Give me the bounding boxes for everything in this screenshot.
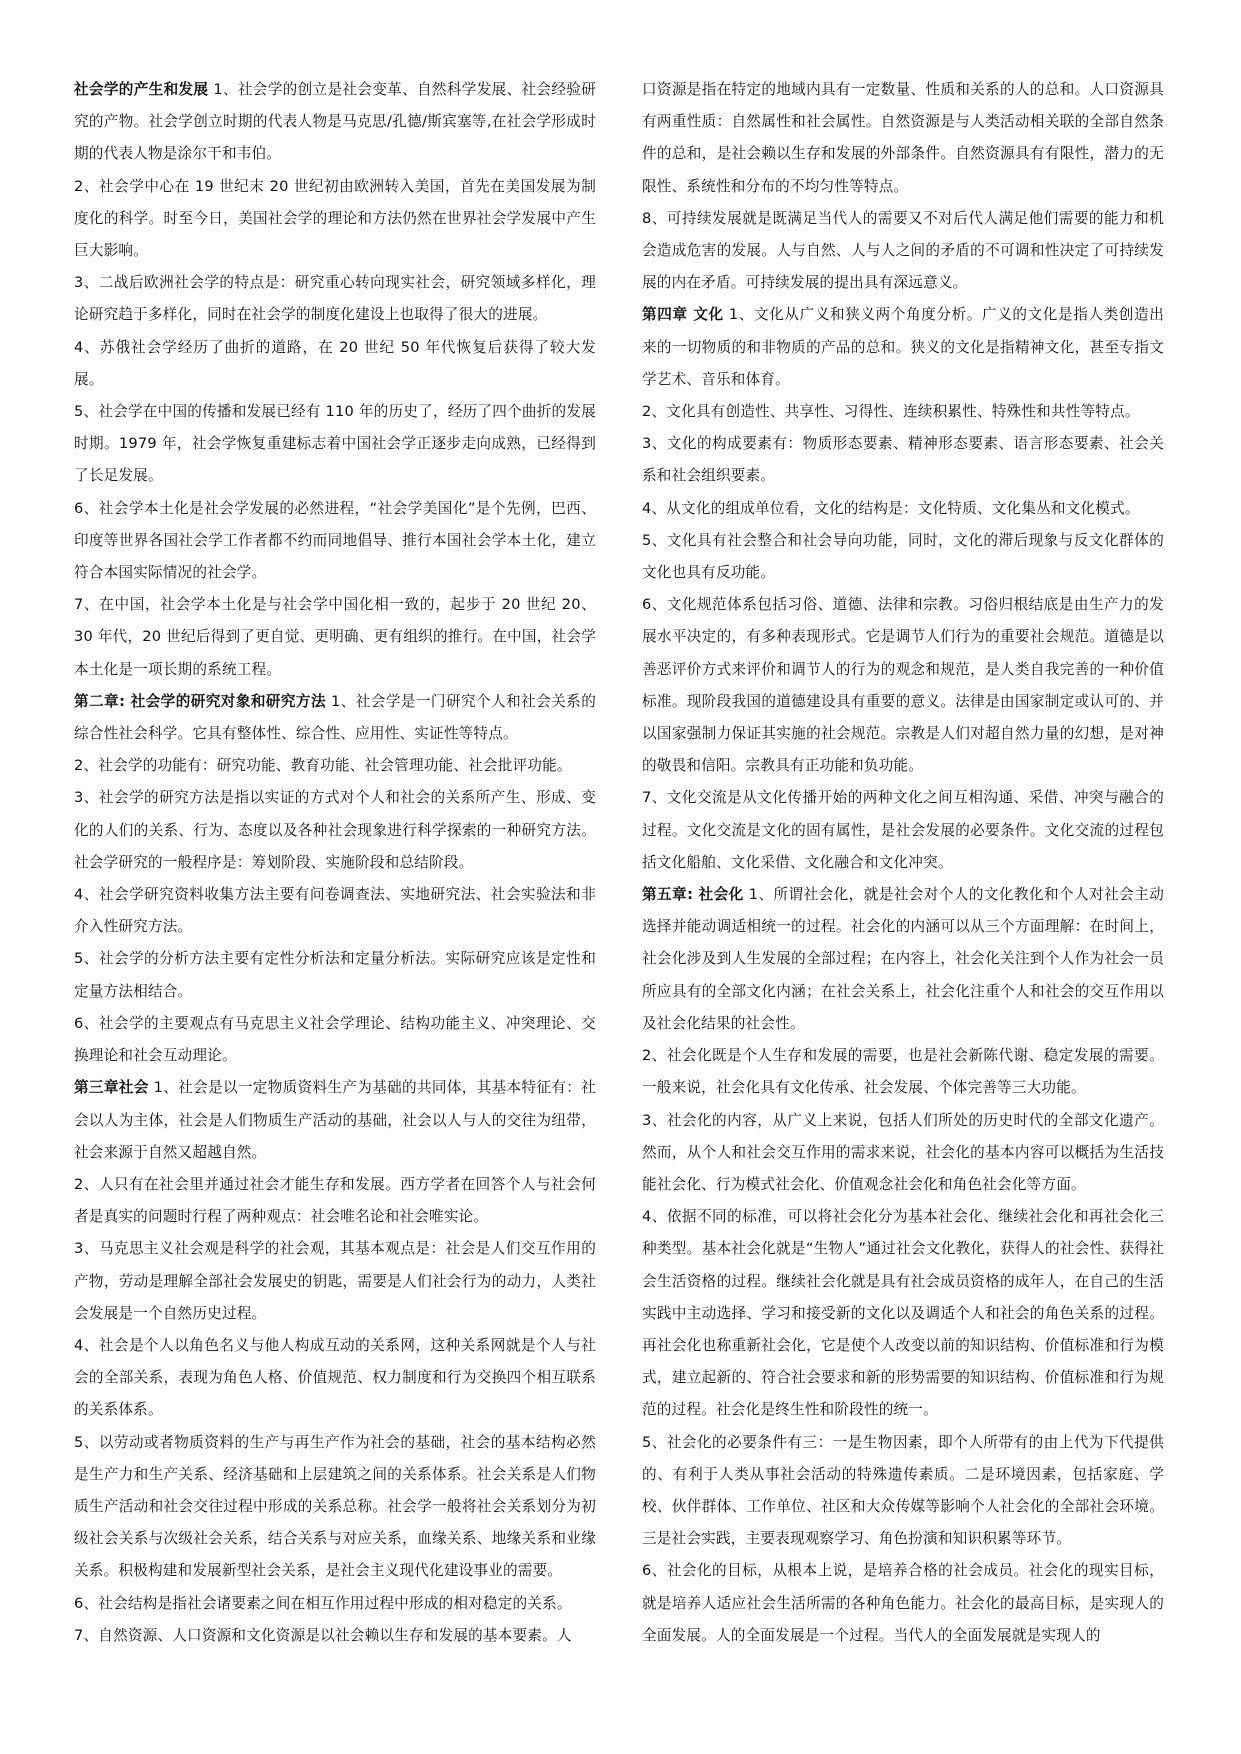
left-column [74, 74, 596, 1724]
paragraph-text: 4、苏俄社会学经历了曲折的道路，在 20 世纪 50 年代恢复后获得了较大发展。 [74, 338, 596, 388]
paragraph-text: 5、社会学的分析方法主要有定性分析法和定量分析法。实际研究应该是定性和定量方法相结合。 [74, 950, 596, 1000]
paragraph [74, 1330, 596, 1427]
paragraph [74, 782, 596, 879]
paragraph [74, 589, 596, 686]
paragraph [74, 267, 596, 331]
paragraph [642, 428, 1164, 492]
paragraph-text: 4、社会学研究资料收集方法主要有问卷调查法、实地研究法、社会实验法和非介入性研究方法。 [74, 886, 596, 936]
paragraph-text: 3、社会学的研究方法是指以实证的方式对个人和社会的关系所产生、形成、变化的人们的关系、行为、态度以及各种社会现象进行科学探索的一种研究方法。社会学研究的一般程序是：筹划阶段、实施阶段和总结阶段。 [74, 789, 596, 871]
paragraph [74, 1169, 596, 1233]
paragraph-text: 7、文化交流是从文化传播开始的两种文化之间互相沟通、采借、冲突与融合的过程。文化交流是文化的固有属性，是社会发展的必要条件。文化交流的过程包括文化船舶、文化采借、文化融合和文化冲突。 [642, 789, 1164, 871]
paragraph [642, 1201, 1164, 1426]
paragraph-text: 3、马克思主义社会观是科学的社会观，其基本观点是：社会是人们交互作用的产物，劳动是理解全部社会发展史的钥匙，需要是人们社会行为的动力，人类社会发展是一个自然历史过程。 [74, 1240, 596, 1322]
section-heading: 社会学的产生和发展 [74, 81, 209, 98]
paragraph-text: 1、社会学的创立是社会变革、自然科学发展、社会经验研究的产物。社会学创立时期的代表人物是马克思/孔德/斯宾塞等,在社会学形成时期的代表人物是涂尔干和韦伯。 [74, 81, 596, 163]
paragraph [642, 879, 1164, 1040]
paragraph-text: 5、以劳动或者物质资料的生产与再生产作为社会的基础，社会的基本结构必然是生产力和生产关系、经济基础和上层建筑之间的关系体系。社会关系是人们物质生产活动和社会交往过程中形成的关系总称。社会学一般将社会关系划分为初级社会关系与次级社会关系，结合关系与对应关系，血缘关系、地缘关系和业缘关系。积极构建和发展新型社会关系，是社会主义现代化建设事业的需要。 [74, 1433, 596, 1580]
paragraph [74, 74, 596, 171]
paragraph-text: 6、社会学的主要观点有马克思主义社会学理论、结构功能主义、冲突理论、交换理论和社会互动理论。 [74, 1014, 596, 1065]
paragraph-text: 2、文化具有创造性、共享性、习得性、连续积累性、特殊性和共性等特点。 [642, 403, 1140, 421]
paragraph-text: 5、文化具有社会整合和社会导向功能，同时，文化的滞后现象与反文化群体的文化也具有反功能。 [642, 531, 1164, 582]
paragraph [642, 299, 1164, 396]
paragraph [642, 589, 1164, 782]
paragraph-text: 3、文化的构成要素有：物质形态要素、精神形态要素、语言形态要素、社会关系和社会组织要素。 [642, 435, 1164, 485]
paragraph [74, 1233, 596, 1330]
paragraph-text: 4、依据不同的标准，可以将社会化分为基本社会化、继续社会化和再社会化三种类型。基本社会化就是“生物人”通过社会文化教化，获得人的社会性、获得社会生活资格的过程。继续社会化就是具有社会成员资格的成年人，在自己的生活实践中主动选择、学习和接受新的文化以及调适个人和社会的角色关系的过程。再社会化也称重新社会化，它是使个人改变以前的知识结构、价值标准和行为模式，建立起新的、符合社会要求和新的形势需要的知识结构、价值标准和行为规范的过程。社会化是终生性和阶段性的统一。 [642, 1208, 1164, 1419]
paragraph-text: 1、文化从广义和狭义两个角度分析。广义的文化是指人类创造出来的一切物质的和非物质的产品的总和。狭义的文化是指精神文化，甚至专指文学艺术、音乐和体育。 [642, 306, 1164, 388]
paragraph [74, 1620, 596, 1652]
paragraph-text: 7、自然资源、人口资源和文化资源是以社会赖以生存和发展的基本要素。人 [74, 1626, 572, 1644]
paragraph-text: 6、社会结构是指社会诸要素之间在相互作用过程中形成的相对稳定的关系。 [74, 1594, 572, 1612]
paragraph-text: 口资源是指在特定的地域内具有一定数量、性质和关系的人的总和。人口资源具有两重性质：自然属性和社会属性。自然资源是与人类活动相关联的全部自然条件的总和，是社会赖以生存和发展的外部条件。自然资源具有有限性，潜力的无限性、系统性和分布的不均匀性等特点。 [642, 81, 1164, 195]
section-heading: 第五章: 社会化 [642, 886, 744, 904]
paragraph [642, 1105, 1164, 1202]
paragraph-text: 5、社会化的必要条件有三：一是生物因素，即个人所带有的由上代为下代提供的、有利于人类从事社会活动的特殊遗传素质。二是环境因素，包括家庭、学校、伙伴群体、工作单位、社区和大众传媒等影响个人社会化的全部社会环境。三是社会实践，主要表现观察学习、角色扮演和知识积累等环节。 [642, 1433, 1164, 1548]
paragraph [74, 332, 596, 396]
section-heading: 第四章 文化 [642, 306, 724, 324]
paragraph [74, 171, 596, 268]
paragraph-text: 2、社会学中心在 19 世纪末 20 世纪初由欧洲转入美国，首先在美国发展为制度化的科学。时至今日，美国社会学的理论和方法仍然在世界社会学发展中产生巨大影响。 [74, 177, 596, 260]
paragraph [642, 74, 1164, 203]
paragraph-text: 1、社会学是一门研究个人和社会关系的综合性社会科学。它具有整体性、综合性、应用性、实证性等特点。 [74, 692, 596, 743]
paragraph-text: 3、二战后欧洲社会学的特点是：研究重心转向现实社会，研究领域多样化，理论研究趋于多样化，同时在社会学的制度化建设上也取得了很大的进展。 [74, 274, 596, 324]
paragraph [642, 1555, 1164, 1652]
paragraph [74, 1427, 596, 1588]
paragraph-text: 2、人只有在社会里并通过社会才能生存和发展。西方学者在回答个人与社会何者是真实的问题时行程了两种观点：社会唯名论和社会唯实论。 [74, 1175, 596, 1226]
section-heading: 第三章社会 [74, 1079, 149, 1097]
paragraph [642, 396, 1164, 428]
paragraph-text: 6、社会化的目标，从根本上说，是培养合格的社会成员。社会化的现实目标，就是培养人适应社会生活所需的各种角色能力。社会化的最高目标，是实现人的全面发展。人的全面发展是一个过程。当代人的全面发展就是实现人的 [642, 1562, 1164, 1644]
paragraph [642, 525, 1164, 589]
paragraph [642, 493, 1164, 525]
paragraph [642, 1427, 1164, 1556]
paragraph [74, 686, 596, 750]
paragraph [74, 879, 596, 943]
paragraph-text: 6、社会学本土化是社会学发展的必然进程，“社会学美国化”是个先例，巴西、印度等世界各国社会学工作者都不约而同地倡导、推行本国社会学本土化，建立符合本国实际情况的社会学。 [74, 499, 596, 582]
paragraph-text: 4、社会是个人以角色名义与他人构成互动的关系网，这种关系网就是个人与社会的全部关系，表现为角色人格、价值规范、权力制度和行为交换四个相互联系的关系体系。 [74, 1336, 596, 1419]
paragraph-text: 8、可持续发展就是既满足当代人的需要又不对后代人满足他们需要的能力和机会造成危害的发展。人与自然、人与人之间的矛盾的不可调和性决定了可持续发展的内在矛盾。可持续发展的提出具有深远意义。 [642, 209, 1164, 292]
paragraph-text: 3、社会化的内容，从广义上来说，包括人们所处的历史时代的全部文化遗产。然而，从个人和社会交互作用的需求来说，社会化的基本内容可以概括为生活技能社会化、行为模式社会化、价值观念社会化和角色社会化等方面。 [642, 1111, 1164, 1193]
paragraph [74, 396, 596, 493]
paragraph [642, 1040, 1164, 1104]
paragraph [74, 1008, 596, 1072]
section-heading: 第二章: 社会学的研究对象和研究方法 [74, 692, 326, 710]
paragraph-text: 2、社会学的功能有：研究功能、教育功能、社会管理功能、社会批评功能。 [74, 757, 572, 775]
paragraph-text: 7、在中国，社会学本土化是与社会学中国化相一致的，起步于 20 世纪 20、30 年代，20 世纪后得到了更自觉、更明确、更有组织的推行。在中国，社会学本土化是一项长期的系统工程。 [74, 596, 596, 678]
paragraph [74, 1072, 596, 1169]
right-column [642, 74, 1164, 1724]
paragraph-text: 5、社会学在中国的传播和发展已经有 110 年的历史了，经历了四个曲折的发展时期。1979 年，社会学恢复重建标志着中国社会学正逐步走向成熟，已经得到了长足发展。 [74, 403, 596, 485]
paragraph [642, 203, 1164, 300]
paragraph-text: 1、所谓社会化，就是社会对个人的文化教化和个人对社会主动选择并能动调适相统一的过程。社会化的内涵可以从三个方面理解：在时间上， 社会化涉及到人生发展的全部过程；在内容上，社会化关注到个人作为社会一员所应具有的全部文化内涵；在社会关系上，社会化注重个人和社会的交互作用以及社会化结果的社会性。 [642, 886, 1164, 1032]
paragraph-text: 2、社会化既是个人生存和发展的需要，也是社会新陈代谢、稳定发展的需要。一般来说，社会化具有文化传承、社会发展、个体完善等三大功能。 [642, 1047, 1164, 1097]
paragraph [74, 750, 596, 782]
paragraph [74, 493, 596, 590]
paragraph-text: 4、从文化的组成单位看，文化的结构是：文化特质、文化集丛和文化模式。 [642, 499, 1140, 517]
paragraph-text: 6、文化规范体系包括习俗、道德、法律和宗教。习俗归根结底是由生产力的发展水平决定的，有多种表现形式。它是调节人们行为的重要社会规范。道德是以善恶评价方式来评价和调节人的行为的观念和规范，是人类自我完善的一种价值标准。现阶段我国的道德建设具有重要的意义。法律是由国家制定或认可的、并以国家强制力保证其实施的社会规范。宗教是人们对超自然力量的幻想，是对神的敬畏和信阳。宗教具有正功能和负功能。 [642, 596, 1164, 775]
paragraph [74, 1588, 596, 1620]
paragraph [642, 782, 1164, 879]
paragraph-text: 1、社会是以一定物质资料生产为基础的共同体，其基本特征有：社会以人为主体，社会是人们物质生产活动的基础，社会以人与人的交往为纽带，社会来源于自然又超越自然。 [74, 1079, 596, 1161]
paragraph [74, 943, 596, 1007]
